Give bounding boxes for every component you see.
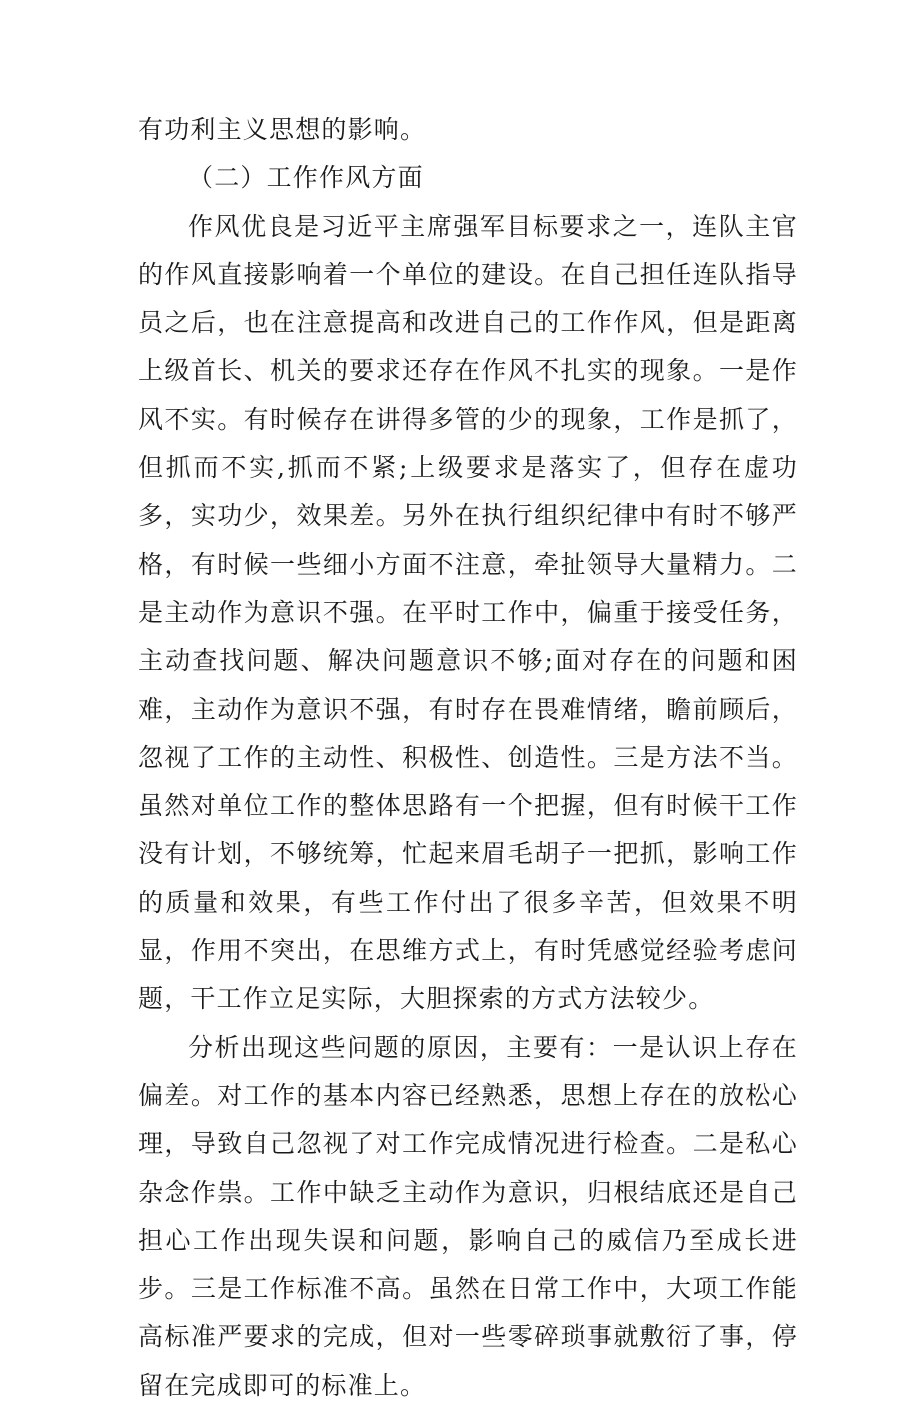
section-heading: （二）工作作风方面 <box>188 163 424 193</box>
body-paragraph-cause-analysis: 分析出现这些问题的原因，主要有：一是认识上存在偏差。对工作的基本内容已经熟悉，思想上存在的放松心理，导致自己忽视了对工作完成情况进行检查。二是私心杂念作祟。工作中缺乏主动作为意识，归根结底还是自己担心工作出现失误和问题，影响自己的威信乃至成长进步。三是工作标准不高。虽然在日常工作中，大项工作能高标准严要求的完成，但对一些零碎琐事就敷衍了事，停留在完成即可的标准上。 <box>138 1032 798 1400</box>
continuation-paragraph: 有功利主义思想的影响。 <box>138 115 427 144</box>
document-body <box>138 106 798 1410</box>
body-paragraph-work-style: 作风优良是习近平主席强军目标要求之一，连队主官的作风直接影响着一个单位的建设。在自己担任连队指导员之后，也在注意提高和改进自己的工作作风，但是距离上级首长、机关的要求还存在作风不扎实的现象。一是作风不实。有时候存在讲得多管的少的现象，工作是抓了，但抓而不实,抓而不紧;上级要求是落实了，但存在虚功多，实功少，效果差。另外在执行组织纪律中有时不够严格，有时候一些细小方面不注意，牵扯领导大量精力。二是主动作为意识不强。在平时工作中，偏重于接受任务，主动查找问题、解决问题意识不够;面对存在的问题和困难，主动作为意识不强，有时存在畏难情绪，瞻前顾后，忽视了工作的主动性、积极性、创造性。三是方法不当。虽然对单位工作的整体思路有一个把握，但有时候干工作没有计划，不够统筹，忙起来眉毛胡子一把抓，影响工作的质量和效果，有些工作付出了很多辛苦，但效果不明显，作用不突出，在思维方式上，有时凭感觉经验考虑问题，干工作立足实际，大胆探索的方式方法较少。 <box>138 211 798 1014</box>
